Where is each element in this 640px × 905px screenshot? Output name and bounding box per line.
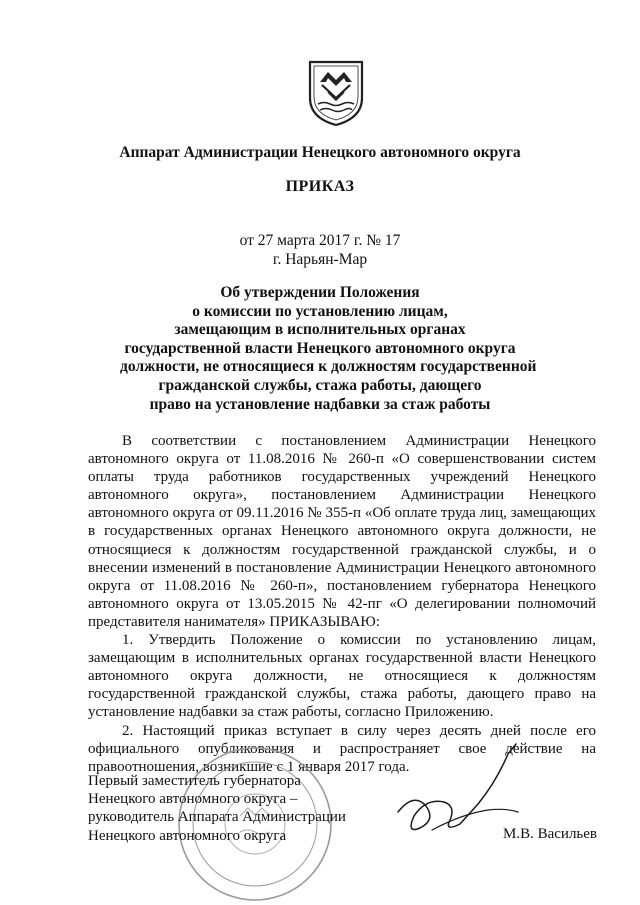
order-item-2: 2. Настоящий приказ вступает в силу через десять дней после его официального опубликования и распространяет свое действие на правоотношения, возникшие с 1 января 2017 года.: [88, 722, 596, 775]
signatory-position-line: Ненецкого автономного округа: [88, 827, 287, 844]
subject-line: Об утверждении Положения: [220, 284, 420, 301]
signatory-position-line: руководитель Аппарата Администрации: [88, 809, 346, 826]
subject-line: государственной власти Ненецкого автономного округа: [124, 339, 516, 357]
signer-name: М.В. Васильев: [503, 826, 598, 842]
document-date-number: от 27 марта 2017 г. № 17: [239, 232, 401, 249]
subject-line: должности, не относящиеся к должностям государственной: [120, 358, 537, 376]
order-item-1: 1. Утвердить Положение о комиссии по установлению лицам, замещающим в исполнительных органах государственной власти Ненецкого автономного округа должности, не относящиеся к должностям государственной гражданской службы, стажа работы, дающего право на установление надбавки за стаж работы, согласно Приложению.: [88, 632, 596, 721]
signatory-position-line: Первый заместитель губернатора: [88, 773, 301, 789]
preamble-paragraph: В соответствии с постановлением Администрации Ненецкого автономного округа от 11.08.2016 № 260-п «О совершенствовании систем оплаты труда работников государственных учреждений Ненецкого автономного округа», постановлением Администрации Ненецкого автономного округа от 09.11.2016 № 355-п «Об оплате труда лиц, замещающих в государственных органах Ненецкого автономного округа должности, не относящиеся к должностям государственной гражданской службы, и о внесении изменений в постановление Администрации Ненецкого автономного округа от 11.08.2016 № 260-п», постановлением губернатора Ненецкого автономного округа от 13.05.2015 № 42-пг «О делегировании полномочий представителя нанимателя» ПРИКАЗЫВАЮ:: [88, 433, 596, 630]
subject-line: замещающим в исполнительных органах: [174, 321, 466, 339]
document-body: [88, 432, 596, 776]
signatory-position-line: Ненецкого автономного округа –: [88, 791, 298, 808]
organization-title: Аппарат Администрации Ненецкого автономного округа: [119, 144, 521, 161]
document-place: г. Нарьян-Мар: [272, 251, 368, 268]
document-type: ПРИКАЗ: [285, 178, 355, 195]
subject-line: о комиссии по установлению лицам,: [192, 302, 448, 320]
subject-line: право на установление надбавки за стаж работы: [149, 395, 491, 413]
signatory-position: [88, 772, 368, 845]
coat-of-arms-icon: [306, 58, 366, 128]
subject-line: гражданской службы, стажа работы, дающего: [158, 376, 482, 394]
document-subject: [120, 284, 537, 414]
